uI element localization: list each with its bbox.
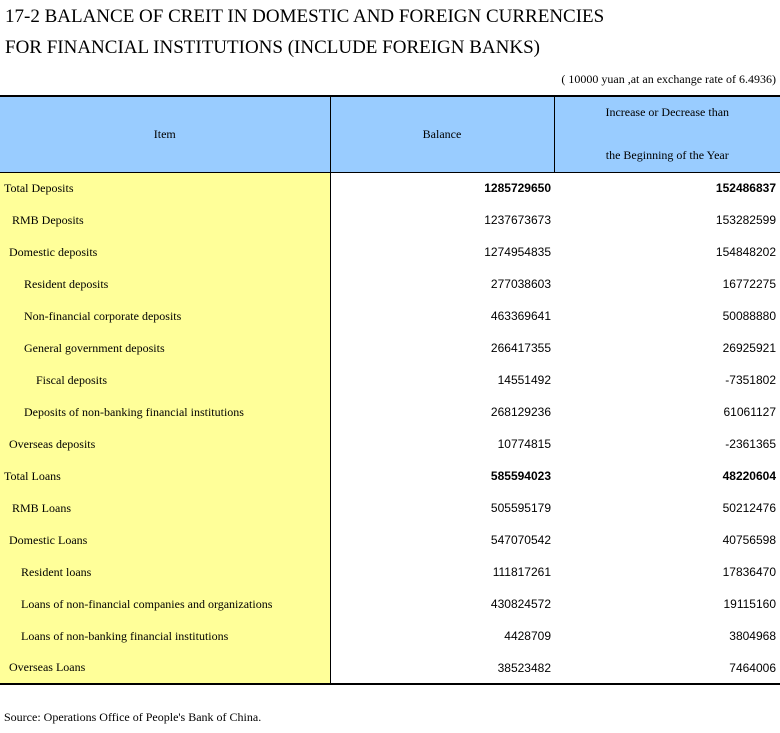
unit-note: ( 10000 yuan ,at an exchange rate of 6.4936) [561, 72, 776, 86]
row-change: 48220604 [722, 469, 776, 483]
row-item-label: Deposits of non-banking financial institutions [0, 396, 330, 428]
row-item-label: Fiscal deposits [0, 364, 330, 396]
table-row [0, 588, 780, 620]
header-change-line1: Increase or Decrease than [605, 105, 730, 120]
table-row [0, 332, 780, 364]
page-title: 17-2 BALANCE OF CREIT IN DOMESTIC AND FOREIGN CURRENCIES [5, 6, 605, 27]
table-header-row [0, 96, 780, 172]
row-balance: 505595179 [490, 501, 551, 515]
row-change: 50088880 [722, 309, 776, 323]
row-balance: 111817261 [492, 565, 551, 579]
header-change-line2: the Beginning of the Year [605, 148, 729, 163]
row-balance: 10774815 [497, 437, 551, 451]
table-row [0, 556, 780, 588]
row-change: 153282599 [715, 213, 776, 227]
table-row [0, 620, 780, 652]
row-change: 152486837 [715, 181, 776, 196]
row-balance: 547070542 [490, 533, 551, 547]
table-row [0, 652, 780, 684]
row-change: 3804968 [729, 629, 776, 643]
header-change [554, 96, 780, 172]
row-item-label: RMB Loans [0, 492, 330, 524]
table-row [0, 460, 780, 492]
table-row [0, 364, 780, 396]
row-change: 40756598 [722, 533, 776, 547]
row-balance: 38523482 [330, 652, 554, 684]
table-row [0, 204, 780, 236]
row-balance: 1237673673 [484, 213, 551, 227]
row-balance: 266417355 [490, 341, 551, 355]
row-item-label: Domestic Loans [0, 524, 330, 556]
row-balance: 268129236 [490, 405, 551, 419]
row-change: 26925921 [722, 341, 776, 355]
table-row [0, 396, 780, 428]
row-item-label: RMB Deposits [0, 204, 330, 236]
row-change: -2361365 [725, 437, 776, 451]
source-note: Source: Operations Office of People's Bank of China. [4, 710, 262, 724]
table-row [0, 172, 780, 204]
table-row [0, 428, 780, 460]
row-item-label: Loans of non-financial companies and organizations [0, 588, 330, 620]
row-balance: 430824572 [490, 597, 551, 611]
row-item-label: Total Loans [0, 460, 330, 492]
row-item-label: Overseas deposits [0, 428, 330, 460]
row-item-label: Non-financial corporate deposits [0, 300, 330, 332]
row-change: 7464006 [554, 652, 780, 684]
row-balance: 1274954835 [484, 245, 551, 259]
row-item-label: Resident deposits [0, 268, 330, 300]
table-row [0, 524, 780, 556]
table-row [0, 300, 780, 332]
row-change: 17836470 [722, 565, 776, 579]
row-change: 50212476 [722, 501, 776, 515]
row-item-label: Domestic deposits [0, 236, 330, 268]
row-change: -7351802 [725, 373, 776, 387]
row-item-label: Resident loans [0, 556, 330, 588]
header-balance: Balance [330, 96, 554, 172]
row-item-label: Loans of non-banking financial institutions [0, 620, 330, 652]
row-item-label: Total Deposits [0, 172, 330, 204]
row-balance: 1285729650 [484, 181, 551, 196]
header-item: Item [0, 96, 330, 172]
row-change: 16772275 [722, 277, 776, 291]
table-row [0, 236, 780, 268]
row-change: 61061127 [723, 405, 776, 419]
credit-balance-table [0, 95, 780, 685]
row-balance: 463369641 [490, 309, 551, 323]
row-change: 154848202 [715, 245, 776, 259]
row-balance: 4428709 [504, 629, 551, 643]
row-change: 19115160 [723, 597, 776, 611]
page-subtitle: FOR FINANCIAL INSTITUTIONS (INCLUDE FOREIGN BANKS) [5, 37, 540, 58]
row-item-label: Overseas Loans [0, 652, 330, 684]
row-balance: 277038603 [490, 277, 551, 291]
table-row [0, 268, 780, 300]
table-body [0, 172, 780, 684]
row-balance: 585594023 [490, 469, 551, 483]
table-row [0, 492, 780, 524]
row-item-label: General government deposits [0, 332, 330, 364]
row-balance: 14551492 [497, 373, 551, 387]
